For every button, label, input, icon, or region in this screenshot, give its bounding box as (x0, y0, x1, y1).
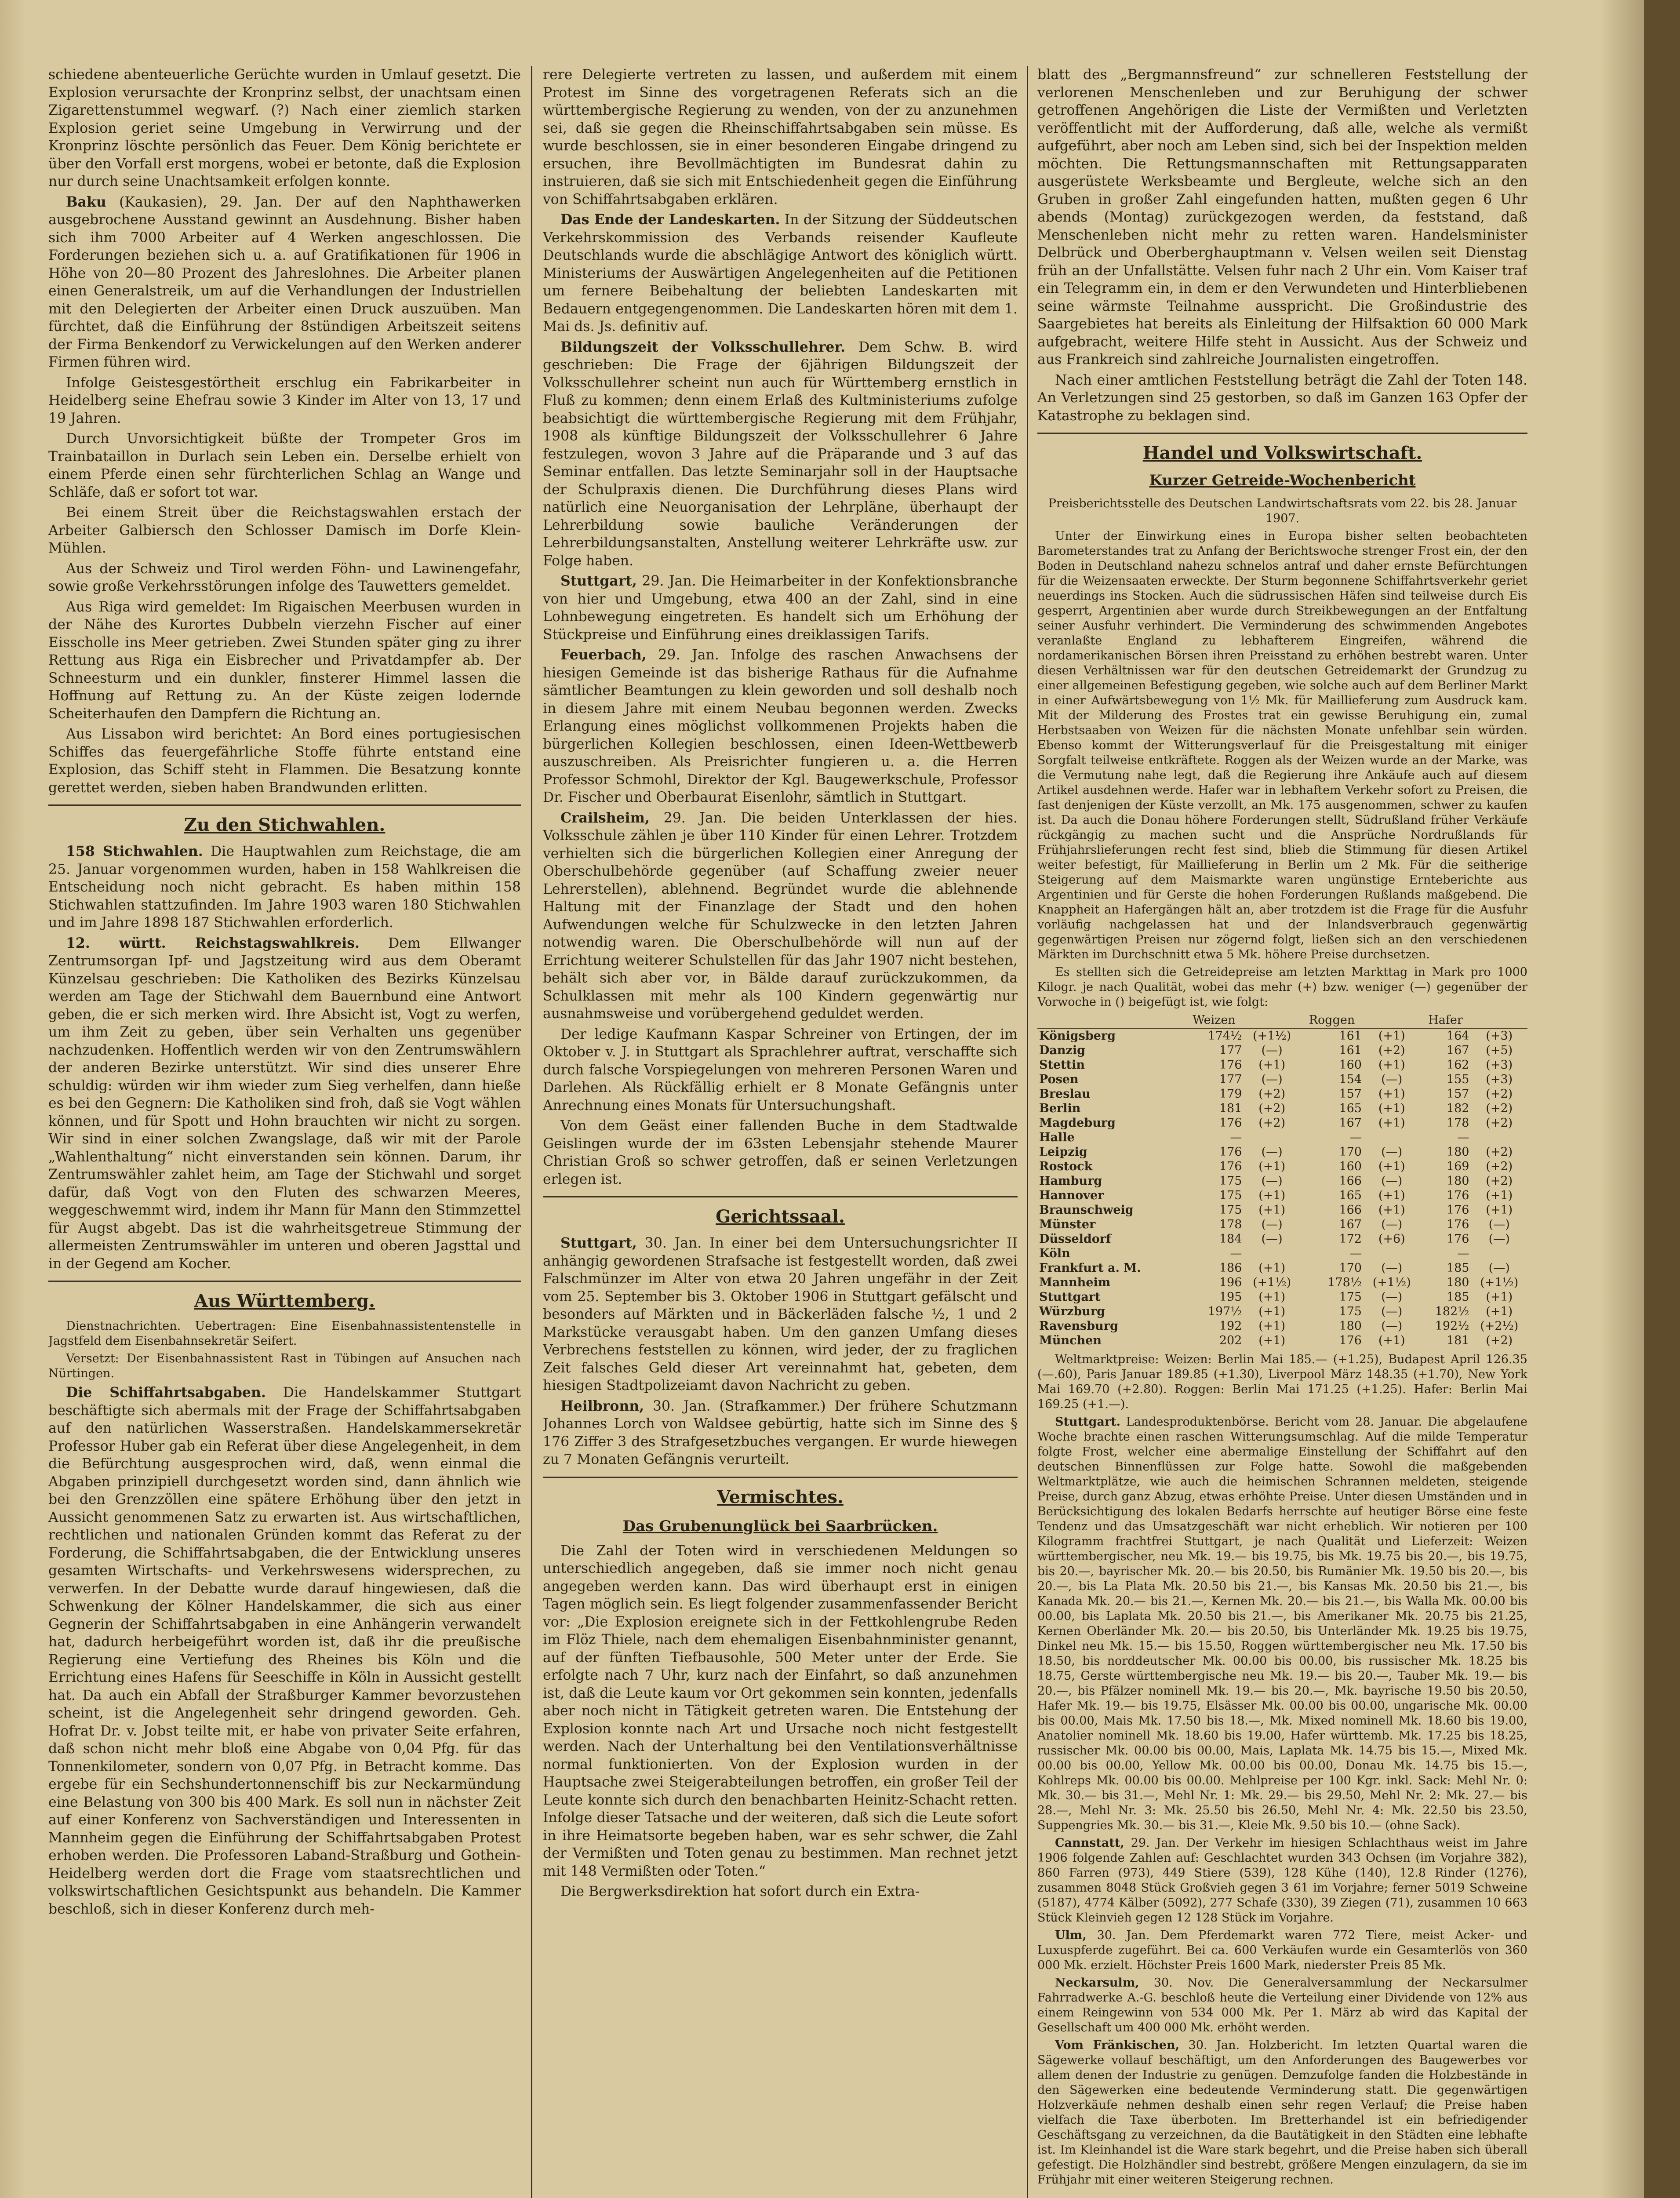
table-cell: (—) (1261, 1073, 1283, 1086)
section-heading-wuerttemberg: Aus Württemberg. (194, 1291, 375, 1311)
column-rule (531, 66, 532, 2198)
article-stabbing: Bei einem Streit über die Reichstagswahlen erstach der Arbeiter Galbiersch den Schlosser Damisch im Dorfe Klein-Mühlen. (48, 505, 521, 556)
table-cell: (+1) (1378, 1102, 1405, 1115)
table-cell: 157 (1446, 1087, 1469, 1101)
table-cell: (+2) (1486, 1334, 1513, 1347)
table-cell: (+1) (1378, 1334, 1405, 1347)
table-cell: (+1½) (1372, 1276, 1411, 1289)
article-heading-grubenunglueck: Das Grubenunglück bei Saarbrücken. (622, 1517, 938, 1535)
table-cell: (+1) (1258, 1160, 1286, 1173)
table-cell: (+1) (1486, 1305, 1513, 1318)
table-row (1037, 1028, 1527, 1043)
table-cell: (—) (1381, 1073, 1403, 1086)
table-cell: 182½ (1435, 1305, 1469, 1318)
article-feuerbach: Feuerbach, 29. Jan. Infolge des raschen Anwachsens der hiesigen Gemeinde ist das bisherige Rathaus für die Aufnahme sämtlicher Beamtungen zu klein geworden und soll deshalb noch in diesem Jahre mit einem Neubau begonnen werden. Zwecks Erlangung eines möglichst vollkommenen Projekts haben die bürgerlichen Kollegien beschlossen, einen Ideen-Wettbewerb auszuschreiben. Als Preisrichter fungieren u. a. die Herren Professor Schmohl, Direktor der Kgl. Baugewerkschule, Professor Dr. Fischer und Oberbaurat Eisenlohr, sämtlich in Stuttgart. (543, 647, 1018, 805)
table-cell-city: Stettin (1039, 1058, 1085, 1072)
table-cell: (+1) (1378, 1029, 1405, 1043)
table-header-cell (1037, 1012, 1185, 1028)
table-cell: (+5) (1486, 1044, 1513, 1057)
book-spine (1644, 0, 1680, 2198)
table-cell: (—) (1261, 1218, 1283, 1231)
table-cell: (—) (1488, 1218, 1510, 1231)
section-divider (543, 1477, 1018, 1478)
table-cell: 175 (1219, 1189, 1242, 1202)
article-falschmuenzer: Stuttgart, 30. Jan. In einer bei dem Untersuchungsrichter II anhängig gewordenen Strafsache ist festgestellt worden, daß zwei Falschmünzer im Alter von etwa 20 Jahren ungefähr in der Zeit vom 25. September bis 3. Oktober 1906 in Stuttgart gefälscht und besonders auf Märkten und in Bäckerläden falsche ½, 1 und 2 Markstücke verausgabt haben. Um den ganzen Umfang dieses Verbrechens feststellen zu können, wird jeder, der zu fraglichen Zeit falsches Geld dieser Art vereinnahmt hat, gebeten, dem hiesigen Stadtpolizeiamt davon Nachricht zu geben. (543, 1235, 1018, 1394)
table-cell: 166 (1339, 1203, 1362, 1217)
table-cell: (—) (1488, 1232, 1510, 1246)
table-cell: 175 (1219, 1174, 1242, 1188)
section-divider (48, 804, 521, 806)
section-heading-gerichtssaal: Gerichtssaal. (716, 1206, 845, 1227)
table-cell: 175 (1339, 1290, 1362, 1304)
table-cell-city: Königsberg (1039, 1029, 1116, 1043)
section-heading-stichwahlen: Zu den Stichwahlen. (184, 815, 385, 835)
table-cell: (+2½) (1480, 1319, 1519, 1333)
table-header-cell (1244, 1012, 1300, 1028)
table-cell-city: Mannheim (1039, 1276, 1111, 1289)
table-cell: — (1230, 1247, 1242, 1260)
table-cell-city: Berlin (1039, 1102, 1081, 1115)
table-cell: (—) (1261, 1174, 1283, 1188)
table-cell (1364, 1246, 1420, 1261)
table-cell: 178½ (1327, 1276, 1362, 1289)
table-cell: 175 (1339, 1305, 1362, 1318)
article-schiffahrtsabgaben-cont: rere Delegierte vertreten zu lassen, und außerdem mit einem Protest im Sinne des vorgetragenen Referats sich an die württembergische Regierung zu wenden, von der zu anzunehmen sei, daß sie gegen die Rheinschiffahrtsabgaben sein müsse. Es wurde beschlossen, sie in einer besonderen Eingabe dringend zu ersuchen, ihre Bevollmächtigten im Bundesrat dahin zu instruieren, daß sie sich mit Entschiedenheit gegen die Einführung von Schiffahrtsabgaben erklären. (543, 67, 1018, 207)
table-cell-city: Düsseldorf (1039, 1232, 1111, 1246)
article-baku: Baku (Kaukasien), 29. Jan. Der auf den Naphthawerken ausgebrochene Ausstand gewinnt an Ausdehnung. Bisher haben sich ihm 7000 Arbeiter auf 4 Werken angeschlossen. Die Forderungen beziehen sich u. a. auf Gratifikationen für 1906 in Höhe von 20—80 Prozent des Jahreslohnes. Die Arbeiter planen einen Generalstreik, um auf die Verhandlungen der Industriellen mit den Delegierten der Arbeiter einen Druck auszuüben. Man fürchtet, daß die Einführung der 8stündigen Arbeitszeit seitens der Firma Benkendorf zu Verwickelungen auf den Werken anderer Firmen führen wird. (48, 193, 521, 370)
table-row (1037, 1043, 1527, 1058)
table-cell: 174½ (1207, 1029, 1242, 1043)
table-cell: 181 (1219, 1102, 1242, 1115)
table-cell-city: Braunschweig (1039, 1203, 1134, 1217)
table-row (1037, 1130, 1527, 1145)
table-cell: (+1½) (1253, 1276, 1291, 1289)
grain-price-table (1037, 1012, 1527, 1348)
table-cell: (+3) (1486, 1058, 1513, 1072)
table-cell: (+2) (1486, 1160, 1513, 1173)
article-grubenunglueck: Die Zahl der Toten wird in verschiedenen Meldungen so unterschiedlich angegeben, daß sie immer noch nicht genau angegeben werden kann. Das wird überhaupt erst in einigen Tagen möglich sein. Es liegt folgender zusammenfassender Bericht vor: „Die Explosion ereignete sich in der Fettkohlengrube Reden im Flöz Thiele, nach dem ehemaligen Eisenbahnminister genannt, auf der fünften Tiefbausohle, 500 Meter unter der Erde. Sie erfolgte nach 7 Uhr, kurz nach der Einfahrt, so daß anzunehmen ist, daß die Leute kaum vor Ort gekommen sein konnten, jedenfalls aber noch nicht in Tätigkeit getreten waren. Die Entstehung der Explosion konnte nach Art und Ursache noch nicht festgestellt werden. Nach der Unterhaltung bei den Ventilationsverhältnisse normal funktionierten. Von der Explosion wurden in der Hauptsache zwei Steigerabteilungen betroffen, ein großer Teil der Leute konnte sich durch den benachbarten Heinitz-Schacht retten. Infolge dieser Tatsache und der weiteren, daß sich die Leute sofort in ihre Heimatsorte begeben haben, war es sehr schwer, die Zahl der Vermißten und Toten genau zu bestimmen. Man rechnet jetzt mit 148 Vermißten oder Toten.“ (543, 1543, 1018, 1879)
article-ulm: Ulm, 30. Jan. Dem Pferdemarkt waren 772 Tiere, meist Acker- und Luxuspferde zugeführt. Bei ca. 600 Verkäufen wurde ein Gesamterlös von 360 000 Mk. erzielt. Höchster Preis 1600 Mark, niederster Preis 85 Mk. (1037, 1929, 1527, 1972)
table-row (1037, 1058, 1527, 1072)
table-cell: 176 (1219, 1058, 1242, 1072)
table-cell: 161 (1339, 1029, 1362, 1043)
table-cell-city: München (1039, 1334, 1102, 1347)
table-cell: 177 (1219, 1044, 1242, 1057)
table-cell: (—) (1381, 1145, 1403, 1159)
table-cell: 155 (1446, 1073, 1469, 1086)
table-cell: 178 (1446, 1116, 1469, 1130)
table-cell: (+2) (1258, 1087, 1286, 1101)
table-cell: (+1) (1258, 1319, 1286, 1333)
column-rule (1027, 66, 1028, 2198)
table-cell: (+2) (1486, 1145, 1513, 1159)
table-cell-city: Münster (1039, 1218, 1096, 1231)
article-durlach: Durch Unvorsichtigkeit büßte der Trompeter Gros im Trainbataillon in Durlach sein Leben ein. Derselbe erhielt von einem Pferde einen sehr fürchterlichen Schlag an Wange und Schläfe, daß er sofort tot war. (48, 431, 521, 500)
article-foehn: Aus der Schweiz und Tirol werden Föhn- und Lawinengefahr, sowie große Verkehrsstörungen infolge des Tauwetters gemeldet. (48, 560, 521, 594)
table-cell: — (1457, 1247, 1469, 1260)
table-cell (1244, 1130, 1300, 1145)
table-cell: 192½ (1435, 1319, 1469, 1333)
table-cell: 161 (1339, 1044, 1362, 1057)
table-cell: 169 (1446, 1160, 1469, 1173)
table-cell: (+1) (1378, 1203, 1405, 1217)
article-heading-getreide: Kurzer Getreide-Wochenbericht (1149, 472, 1416, 489)
article-bildungszeit: Bildungszeit der Volksschullehrer. Dem Schw. B. wird geschrieben: Die Frage der 6jährigen Bildungszeit der Volksschullehrer scheint nun auch für Württemberg ernstlich in Fluß zu kommen; denn einem Erlaß des Kultministeriums zufolge beabsichtigt die württembergische Regierung mit dem Frühjahr, 1908 als künftige Bildungszeit der Volksschullehrer 6 Jahre festzulegen, wovon 3 Jahre auf die Präparande und 3 auf das Seminar entfallen. Das letzte Seminarjahr soll in der Hauptsache der Schulpraxis dienen. Die Durchführung dieses Plans wird natürlich eine Neuorganisation der Lehrpläne, überhaupt der Lehrerbildung sowie bauliche Veränderungen der Lehrerbildungsanstalten, Anstellung weiterer Lehrkräfte usw. zur Folge haben. (543, 338, 1018, 569)
article-riga: Aus Riga wird gemeldet: Im Rigaischen Meerbusen wurden in der Nähe des Kurortes Dubbeln vierzehn Fischer auf einer Eisscholle ins Meer getrieben. Zwei Stunden später ging zu ihrer Rettung aus Riga ein Eisbrecher und Privatdampfer ab. Der Schneesturm und ein dunkler, finsterer Himmel lassen die Hoffnung auf Rettung zu. An der Küste zeigen lodernde Scheiterhaufen den Dampfern die Richtung an. (48, 599, 521, 722)
table-row (1037, 1188, 1527, 1203)
table-cell: (+2) (1486, 1087, 1513, 1101)
table-cell: 172 (1339, 1232, 1362, 1246)
table-cell: (+1½) (1480, 1276, 1519, 1289)
table-cell-city: Ravensburg (1039, 1319, 1118, 1333)
section-divider (1037, 433, 1527, 434)
article-subheading-getreide: Preisberichtsstelle des Deutschen Landwirtschaftsrats vom 22. bis 28. Januar 1907. (1048, 497, 1517, 525)
table-cell-city: Hamburg (1039, 1174, 1102, 1188)
table-row (1037, 1261, 1527, 1275)
table-cell-city: Posen (1039, 1073, 1079, 1086)
table-cell: (—) (1381, 1218, 1403, 1231)
article-grubenunglueck-end: blatt des „Bergmannsfreund“ zur schnelleren Feststellung der verlorenen Menschenleben und zur Beruhigung der schwer getroffenen Angehörigen die Liste der Vermißten und Verletzten veröffentlicht mit der Aufforderung, daß alle, welche als vermißt aufgeführt, aber noch am Leben sind, sich bei der Inspektion melden möchten. Die Rettungsmannschaften mit Rettungsapparaten ausgerüstete Werksbeamte und Bergleute, welche sich an den Gruben in großer Zahl eingefunden hatten, mußten gegen 6 Uhr abends (Montag) zurückgezogen werden, da feststand, daß Menschenleben nicht mehr zu retten waren. Handelsminister Delbrück und Oberberghauptmann v. Velsen weilen seit Dienstag früh an der Unfallstätte. Velsen fuhr nach 2 Uhr ein. Vom Kaiser traf ein Telegramm ein, in dem er den Verwundeten und Hinterbliebenen seine wärmste Teilnahme ausspricht. Die Großindustrie des Saargebietes hat bereits als Einleitung der Hilfsaktion 60 000 Mark aufgebracht, weitere Hilfe steht in Aussicht. Aus der Schweiz und aus Frankreich sind zahlreiche Journalisten eingetroffen. (1037, 67, 1527, 368)
article-landeskarten: Das Ende der Landeskarten. In der Sitzung der Süddeutschen Verkehrskommission des Verbands reisender Kaufleute Deutschlands wurde die abschlägige Antwort des königlich württ. Ministeriums der Auswärtigen Angelegenheiten auf die Petitionen um fernere Beibehaltung der beliebten Landeskarten mit Bedauern entgegengenommen. Die Landeskarten hören mit dem 1. Mai ds. Js. definitiv auf. (543, 211, 1018, 335)
table-row (1037, 1072, 1527, 1087)
table-cell: 167 (1446, 1044, 1469, 1057)
table-cell: 197½ (1207, 1305, 1242, 1318)
table-cell-city: Leipzig (1039, 1145, 1087, 1159)
table-cell: 178 (1219, 1218, 1242, 1231)
table-cell: 162 (1446, 1058, 1469, 1072)
article-12-wahlkreis: 12. württ. Reichstagswahlkreis. Dem Ellwanger Zentrumsorgan Ipf- und Jagstzeitung wird aus dem Oberamt Künzelsau geschrieben: Die Katholiken des Bezirks Künzelsau werden am Tage der Stichwahl dem Bauernbund eine Antwort geben, die er sich merken wird. Ihre Absicht ist, Vogt zu werfen, um ihm Zeit zu geben, über sein Verhalten uns gegenüber nachzudenken. Hoffentlich werden wir von den Zentrumswählern der anderen Bezirke unterstützt. Wir sind dies unserer Ehre schuldig: würden wir ihm wieder zum Sieg verhelfen, dann hieße es bei den Gegnern: Die Katholiken sind froh, daß sie Vogt wählen können, und für Spott und Hohn brauchten wir nicht zu sorgen. Wir sind in einer solchen Zwangslage, daß wir mit der Parole „Wahlenthaltung“ nicht einverstanden sein können. Darum, ihr Zentrumswähler zahlet heim, am Tage der Stichwahl und sorget dafür, daß Vogt von den Fluten des schwarzen Meeres, weggeschwemmt wird, indem ihr Mann für Mann den Stimmzettel für Augst abgebt. Das ist die wahrheitsgetreue Stimmung der allermeisten Zentrumswähler im unteren und oberen Jagsttal und in der Gegend am Kocher. (48, 935, 521, 1272)
table-cell: 180 (1446, 1276, 1469, 1289)
table-cell: 185 (1446, 1290, 1469, 1304)
table-cell: 176 (1446, 1232, 1469, 1246)
table-cell: 196 (1219, 1276, 1242, 1289)
table-cell: (+2) (1258, 1116, 1286, 1130)
table-row (1037, 1116, 1527, 1130)
article-toten-zahl: Nach einer amtlichen Feststellung beträgt die Zahl der Toten 148. An Verletzungen sind 25 gestorben, so daß im Ganzen 163 Opfer der Katastrophe zu beklagen sind. (1037, 372, 1527, 424)
article-geislingen: Von dem Geäst einer fallenden Buche in dem Stadtwalde Geislingen wurde der im 63sten Lebensjahr stehende Maurer Christian Groß so schwer getroffen, daß er seinen Verletzungen erlegen ist. (543, 1118, 1018, 1187)
table-header-cell: Hafer (1420, 1012, 1471, 1028)
table-cell: (+1) (1378, 1116, 1405, 1130)
table-cell: (—) (1261, 1145, 1283, 1159)
article-heilbronn: Heilbronn, 30. Jan. (Strafkammer.) Der frühere Schutzmann Johannes Lorch von Waldsee gebürtig, hatte sich im Sinne des § 176 Ziffer 3 des Strafgesetzbuches vergangen. Er wurde hiewegen zu 7 Monaten Gefängnis verurteilt. (543, 1397, 1018, 1467)
table-cell: (+2) (1378, 1044, 1405, 1057)
table-cell: 167 (1339, 1218, 1362, 1231)
table-row (1037, 1159, 1527, 1174)
table-header-cell (1364, 1012, 1420, 1028)
table-cell: — (1457, 1131, 1469, 1144)
table-cell: 180 (1446, 1145, 1469, 1159)
table-cell: (+2) (1258, 1102, 1286, 1115)
table-cell: 202 (1219, 1334, 1242, 1347)
table-cell: (—) (1488, 1261, 1510, 1275)
article-kronprinz-explosion: schiedene abenteuerliche Gerüchte wurden in Umlauf gesetzt. Die Explosion verursachte der Kronprinz selbst, der unachtsam einen Zigarettenstummel wegwarf. (?) Nach einer ziemlich starken Explosion geriet seine Umgebung in Verwirrung und der Kronprinz löschte persönlich das Feuer. Dem König berichtete er über den Vorfall erst morgens, wobei er betonte, daß die Explosion nur durch seine Unachtsamkeit erfolgen konnte. (48, 67, 521, 189)
table-row (1037, 1246, 1527, 1261)
table-cell: 186 (1219, 1261, 1242, 1275)
table-cell: 176 (1446, 1218, 1469, 1231)
table-cell: (—) (1261, 1044, 1283, 1057)
table-cell: 170 (1339, 1261, 1362, 1275)
table-cell: 180 (1446, 1174, 1469, 1188)
table-cell: (+2) (1486, 1174, 1513, 1188)
table-cell (1471, 1246, 1527, 1261)
table-cell: (+3) (1486, 1029, 1513, 1043)
table-cell: (+1) (1378, 1189, 1405, 1202)
article-landesproduktenboerse: Stuttgart. Landesproduktenbörse. Bericht vom 28. Januar. Die abgelaufene Woche brachte einen raschen Witterungsumschlag. Auf die milde Temperatur folgte Frost, welcher eine abermalige Einstellung der Schiffahrt auf den deutschen Binnenflüssen zur Folge hatte. Sowohl die maßgebenden Weltmarktplätze, wie auch die heimischen Schrannen meldeten, steigende Preise, durch ganz Abzug, etwas erhöhte Preise. Unter diesen Umständen und in Berücksichtigung des lokalen Bedarfs herrschte auf heutiger Börse eine feste Tendenz und das Umsatzgeschäft war nicht erheblich. Wir notieren per 100 Kilogramm frachtfrei Stuttgart, je nach Qualität und Lieferzeit: Weizen württembergischer, neu Mk. 19.— bis 19.75, bis Mk. 19.75 bis 20.—, bis 19.75, bis 20.—, bayrischer Mk. 20.— bis 20.50, bis Rumänier Mk. 19.50 bis 20.—, bis 20.—, bis La Plata Mk. 20.50 bis 21.—, bis Kansas Mk. 20.50 bis 21.—, bis Kanada Mk. 20.— bis 21.—, Kernen Mk. 20.— bis 21.—, bis Walla Mk. 00.00 bis 00.00, bis Laplata Mk. 20.50 bis 21.—, bis Amerikaner Mk. 20.75 bis 21.25, Kernen Oberländer Mk. 20.— bis 20.50, bis Unterländer Mk. 19.25 bis 19.75, Dinkel neu Mk. 15.— bis 15.50, Roggen württembergischer neu Mk. 17.50 bis 18.50, bis norddeutscher Mk. 00.00 bis 00.00, bis russischer Mk. 18.25 bis 18.75, Gerste württembergische neu Mk. 19.— bis 20.—, Tauber Mk. 19.— bis 20.—, bis Pfälzer nominell Mk. 19.— bis 20.—, Mk. bayrische 19.50 bis 20.50, Hafer Mk. 19.— bis 19.75, Elsässer Mk. 00.00 bis 00.00, ungarische Mk. 00.00 bis 00.00, Mais Mk. 17.50 bis 18.—, Mk. Mixed nominell Mk. 18.60 bis 19.00, Anatolier nominell Mk. 18.60 bis 19.00, Hafer württemb. Mk. 17.25 bis 18.25, russischer Mk. 00.00 bis 00.00, Mais, Laplata Mk. 14.75 bis 15.—, Mixed Mk. 00.00 bis 00.00, Yellow Mk. 00.00 bis 00.00, Donau Mk. 14.75 bis 15.—, Kohlreps Mk. 00.00 bis 00.00. Mehlpreise per 100 Kgr. inkl. Sack: Mehl Nr. 0: Mk. 30.— bis 31.—, Mehl Nr. 1: Mk. 29.— bis 29.50, Mehl Nr. 2: Mk. 27.— bis 28.—, Mehl Nr. 3: Mk. 25.50 bis 26.50, Mehl Nr. 4: Mk. 22.50 bis 23.50, Suppengries Mk. 30.— bis 31.—, Kleie Mk. 9.50 bis 10.— (ohne Sack). (1037, 1415, 1527, 1832)
table-cell: — (1350, 1131, 1362, 1144)
table-cell: (+1) (1258, 1305, 1286, 1318)
section-heading-vermischtes: Vermischtes. (717, 1486, 844, 1507)
table-cell: (+1) (1486, 1290, 1513, 1304)
article-dienstnachrichten: Dienstnachrichten. Uebertragen: Eine Eisenbahnassistentenstelle in Jagstfeld dem Eisenbahnsekretär Seifert. (48, 1319, 521, 1348)
table-cell: (—) (1381, 1290, 1403, 1304)
table-cell: (+1) (1258, 1058, 1286, 1072)
table-cell: 185 (1446, 1261, 1469, 1275)
table-cell: 180 (1339, 1319, 1362, 1333)
table-row (1037, 1232, 1527, 1246)
table-cell: (+1½) (1253, 1029, 1291, 1043)
column-1 (48, 66, 521, 2198)
table-cell: (+1) (1258, 1261, 1286, 1275)
table-row (1037, 1217, 1527, 1232)
table-row (1037, 1290, 1527, 1304)
table-cell: (+1) (1378, 1160, 1405, 1173)
table-cell-city: Würzburg (1039, 1305, 1105, 1318)
table-cell: 184 (1219, 1232, 1242, 1246)
article-getreide-bericht: Unter der Einwirkung eines in Europa bisher selten beobachteten Barometerstandes trat zu Anfang der Berichtswoche strenger Frost ein, der den Boden in Deutschland nahezu schnelos antraf und daher ernste Befürchtungen für die Weizensaaten erweckte. Der Sturm begonnene Schiffahrtsverkehr geriet neuerdings ins Stocken. Auch die südrussischen Häfen sind teilweise durch Eis gesperrt, Argentinien aber wurde durch Streikbewegungen an der Entfaltung seiner Ausfuhr verhindert. Die Verminderung des schwimmenden Angebotes veranlaßte England zu lebhafterem Eingreifen, während die nordamerikanischen Börsen ihren Preisstand zu erhöhen bestrebt waren. Unter diesen Verhältnissen war für den deutschen Getreidemarkt der Grundzug zu einer allgemeinen Befestigung gegeben, wie solche auch auf dem Berliner Markt in einer Aufwärtsbewegung von 1½ Mk. für Maillieferung zum Ausdruck kam. Mit der Milderung des Frostes trat ein gewisse Beruhigung ein, zumal Herbstsaaben von Weizen für die nächsten Monate unfehlbar sein würden. Ebenso kommt der Witterungsverlauf für die Preisgestaltung mit einiger Sorgfalt teilweise entkräftete. Roggen als der Weizen wurde an der Marke, was die Vermutung nahe legt, daß die Regierung ihre Ankäufe auch auf diesem Artikel ausdehnen werde. Hafer war in lebhaftem Verkehr sofort zu Preisen, die fast denjenigen der Küste verzollt, an Mk. 175 ausgenommen, schwer zu kaufen ist. Da auch die Donau höhere Forderungen stellt, Südrußland früher Verkäufe rückgängig zu machen sucht und die Ansprüche Nordrußlands für Frühjahrslieferungen recht fest sind, blieb die Stimmung für diesen Artikel weiter befestigt, für Maillieferung in Berlin um 2 Mk. Für die seitherige Steigerung auf dem Maismarkte waren ungünstige Ernteberichte aus Argentinien und für Gerste die hohen Forderungen Rußlands maßgebend. Die Knappheit an Hafergängen hält an, aber trotzdem ist die Frage für die Ausfuhr vorläufig nachgelassen hat und der Inlandsverbrauch gegenwärtig gegenwärtigen Preisen nur zögernd folgt, ließen sich an den verschiedenen Märkten im Durchschnitt etwa 5 Mk. höhere Preise durchsetzen. (1037, 529, 1527, 961)
dateline: Baku (66, 193, 106, 210)
article-neckarsulm: Neckarsulm, 30. Nov. Die Generalversammlung der Neckarsulmer Fahrradwerke A.-G. beschloß heute die Verteilung einer Dividende von 12% aus einem Reingewinn von 534 000 Mk. Per 1. März ab wird das Kapital der Gesellschaft um 400 000 Mk. erhöht werden. (1037, 1976, 1527, 2034)
table-cell: (—) (1261, 1232, 1283, 1246)
table-cell: 164 (1446, 1029, 1469, 1043)
table-cell: (+1) (1378, 1087, 1405, 1101)
table-cell: 165 (1339, 1189, 1362, 1202)
table-cell: — (1230, 1131, 1242, 1144)
table-cell-city: Frankfurt a. M. (1039, 1261, 1141, 1275)
table-header-cell: Roggen (1300, 1012, 1364, 1028)
table-cell: 160 (1339, 1058, 1362, 1072)
article-schiffahrtsabgaben: Die Schiffahrtsabgaben. Die Handelskammer Stuttgart beschäftigte sich abermals mit der Frage der Schiffahrtsabgaben auf den natürlichen Wasserstraßen. Handelskammersekretär Professor Huber gab ein Referat über diese Angelegenheit, in dem die Befürchtung ausgesprochen wird, daß, wenn einmal die Abgaben prinzipiell durchgesetzt worden sind, dann ähnlich wie bei den Grenzzöllen eine spätere Erhöhung über den jetzt in Aussicht genommenen Satz zu erwarten ist. Aus wirtschaftlichen, rechtlichen und nationalen Gründen kommt das Referat zu der Forderung, die Schiffahrtsabgaben, die der Entwicklung unseres gesamten Wirtschafts- und Verkehrswesens widersprechen, zu verwerfen. In der Debatte wurde darauf hingewiesen, daß die Schwenkung der Kölner Handelskammer, die sich aus einer Gegnerin der Schiffahrtsabgaben in eine Anhängerin verwandelt hat, dadurch herbeigeführt worden ist, daß ihr die preußische Regierung eine Vertiefung des Rheines bis Köln und die Errichtung eines Hafens für Seeschiffe in Köln in Aussicht gestellt hat. Da auch ein Abfall der Straßburger Kammer bevorzustehen scheint, ist die Angelegenheit sehr dringend geworden. Geh. Hofrat Dr. v. Jobst teilte mit, er habe von privater Seite erfahren, daß schon nicht mehr bloß eine Abgabe von 0,04 Pfg. für das Tonnenkilometer, sondern von 0,07 Pfg. in Betracht komme. Das ergebe für ein Sechshundertonnenschiff bis zur Neckarmündung eine Belastung von 300 bis 400 Mark. Es soll nun in nächster Zeit auf einer Konferenz von Sachverständigen und Interessenten in Mannheim gegen die Einführung der Schiffahrtsabgaben Protest erhoben werden. Die Professoren Laband-Straßburg und Gothein-Heidelberg werden dort die Frage vom staatsrechtlichen und volkswirtschaftlichen Gesichtspunkt aus behandeln. Die Kammer beschloß, sich in dieser Konferenz durch meh- (48, 1384, 521, 1917)
table-cell-city: Breslau (1039, 1087, 1091, 1101)
table-cell: 179 (1219, 1087, 1242, 1101)
section-heading-handel: Handel und Volkswirtschaft. (1142, 443, 1422, 463)
table-cell-city: Magdeburg (1039, 1116, 1116, 1130)
article-heidelberg: Infolge Geistesgestörtheit erschlug ein Fabrikarbeiter in Heidelberg seine Ehefrau sowie 3 Kinder im Alter von 13, 17 und 19 Jahren. (48, 375, 521, 426)
table-cell: (+1) (1486, 1203, 1513, 1217)
table-cell: 170 (1339, 1145, 1362, 1159)
table-cell: 182 (1446, 1102, 1469, 1115)
table-cell-city: Hannover (1039, 1189, 1104, 1202)
article-cannstatt: Cannstatt, 29. Jan. Der Verkehr im hiesigen Schlachthaus weist im Jahre 1906 folgende Zahlen auf: Geschlachtet wurden 343 Ochsen (im Vorjahre 382), 860 Farren (973), 449 Stiere (539), 128 Kühe (140), 12.8 Rinder (1276), zusammen 8048 Stück Großvieh gegen 3 61 im Vorjahre; ferner 5019 Schweine (5187), 4774 Kälber (5092), 277 Schafe (330), 39 Ziegen (71), zusammen 10 663 Stück Kleinvieh gegen 12 128 Stück im Vorjahre. (1037, 1836, 1527, 1925)
table-cell: 176 (1219, 1160, 1242, 1173)
column-2 (543, 66, 1018, 2198)
table-header-cell (1471, 1012, 1527, 1028)
table-cell-city: Köln (1039, 1247, 1070, 1260)
table-cell: 154 (1339, 1073, 1362, 1086)
table-cell-city: Danzig (1039, 1044, 1086, 1057)
table-cell (1471, 1130, 1527, 1145)
table-cell: (+2) (1486, 1116, 1513, 1130)
article-versetzt: Versetzt: Der Eisenbahnassistent Rast in Tübingen auf Ansuchen nach Nürtingen. (48, 1352, 521, 1380)
table-cell: 165 (1339, 1102, 1362, 1115)
article-holzbericht: Vom Fränkischen, 30. Jan. Holzbericht. Im letzten Quartal waren die Sägewerke vollauf beschäftigt, um den Anforderungen des Baugewerbes vor allem denen der Industrie zu genügen. Demzufolge fanden die Holzbestände in den Sägewerken eine bedeutende Verminderung statt. Die gegenwärtigen Holzverkäufe nehmen deshalb einen sehr regen Verlauf; die Preise haben vielfach die Taxe überboten. Im Bretterhandel ist ein befriedigender Geschäftsgang zu verzeichnen, da die Bautätigkeit in den Städten eine lebhafte ist. Im Kleinhandel ist die Ware stark begehrt, und die Preise haben sich überall gefestigt. Die Holzhändler sind bestrebt, größere Mengen einzulagern, da sie im Frühjahr mit einer weiteren Steigerung rechnen. (1037, 2038, 1527, 2187)
table-cell: (+1) (1486, 1189, 1513, 1202)
table-row (1037, 1145, 1527, 1159)
table-cell: 176 (1219, 1145, 1242, 1159)
article-158-stichwahlen: 158 Stichwahlen. Die Hauptwahlen zum Reichstage, die am 25. Januar vorgenommen wurden, haben in 158 Wahlkreisen die Entscheidung noch nicht gebracht. Es haben mithin 158 Stichwahlen stattzufinden. Im Jahre 1903 waren 180 Stichwahlen und im Jahre 1898 187 Stichwahlen erforderlich. (48, 843, 521, 931)
table-cell: (+3) (1486, 1073, 1513, 1086)
table-header-cell: Weizen (1185, 1012, 1244, 1028)
article-grubenunglueck-cont: Die Bergwerksdirektion hat sofort durch ein Extra- (560, 1884, 920, 1900)
article-crailsheim: Crailsheim, 29. Jan. Die beiden Unterklassen der hies. Volksschule zählen je über 110 Kinder für einen Lehrer. Trotzdem verhielten sich die bürgerlichen Kollegien einer Anregung der Oberschulbehörde gegenüber (auf Schaffung zweier neuer Lehrerstellen), ablehnend. Begründet wurde die ablehnende Haltung mit der Finanzlage der Stadt und den hohen Aufwendungen welche für Schulzwecke in den letzten Jahren notwendig waren. Die Oberschulbehörde will nun auf der Errichtung weiterer Schulstellen für das Jahr 1907 nicht bestehen, behält sich aber vor, in Bälde darauf zurückzukommen, da Schulklassen mit mehr als 100 Kindern gegenwärtig nur ausnahmsweise und vorübergehend geduldet werden. (543, 809, 1018, 1022)
table-cell: 176 (1339, 1334, 1362, 1347)
table-cell: 157 (1339, 1087, 1362, 1101)
table-cell: 177 (1219, 1073, 1242, 1086)
table-cell: (—) (1381, 1261, 1403, 1275)
table-cell: 176 (1446, 1189, 1469, 1202)
table-cell (1244, 1246, 1300, 1261)
table-cell-city: Stuttgart (1039, 1290, 1101, 1304)
table-cell: 167 (1339, 1116, 1362, 1130)
table-cell-city: Halle (1039, 1131, 1075, 1144)
table-cell: 192 (1219, 1319, 1242, 1333)
table-cell: 176 (1446, 1203, 1469, 1217)
section-divider (543, 1196, 1018, 1197)
table-cell: (—) (1381, 1305, 1403, 1318)
table-row (1037, 1319, 1527, 1333)
article-weltmarktpreise: Weltmarktpreise: Weizen: Berlin Mai 185.— (+1.25), Budapest April 126.35 (—.60), Paris Januar 189.85 (+1.30), Liverpool März 148.35 (+1.70), New York Mai 169.70 (+2.80). Roggen: Berlin Mai 171.25 (+1.25). Hafer: Berlin Mai 169.25 (+1.—). (1037, 1353, 1527, 1411)
column-3 (1037, 66, 1527, 2198)
section-divider (48, 1281, 521, 1282)
table-cell: 160 (1339, 1160, 1362, 1173)
table-cell: — (1350, 1247, 1362, 1260)
article-lissabon: Aus Lissabon wird berichtet: An Bord eines portugiesischen Schiffes das feuergefährliche Stoffe führte entstand eine Explosion, das Schiff steht in Flammen. Die Besatzung konnte gerettet werden, sieben haben Brandwunden erlitten. (48, 726, 521, 796)
article-schreiner: Der ledige Kaufmann Kaspar Schreiner von Ertingen, der im Oktober v. J. in Stuttgart als Sprachlehrer auftrat, verschaffte sich durch falsche Vorspiegelungen von mehreren Personen Waren und Darlehen. Als Rückfällig erhielt er 8 Monate Gefängnis unter Anrechnung eines Monats für Untersuchungshaft. (543, 1026, 1018, 1114)
table-cell-city: Rostock (1039, 1160, 1093, 1173)
table-cell: (+2) (1486, 1102, 1513, 1115)
article-getreide-preise-intro: Es stellten sich die Getreidepreise am letzten Markttag in Mark pro 1000 Kilogr. je nach Qualität, wobei das mehr (+) bzw. weniger (—) gegenüber der Vorwoche in () beigefügt ist, wie folgt: (1037, 965, 1527, 1009)
table-cell: 176 (1219, 1116, 1242, 1130)
table-cell: 195 (1219, 1290, 1242, 1304)
table-row (1037, 1101, 1527, 1116)
article-stuttgart-heimarbeiter: Stuttgart, 29. Jan. Die Heimarbeiter in der Konfektionsbranche von hier und Umgebung, etwa 400 an der Zahl, sind in eine Lohnbewegung eingetreten. Es handelt sich um Erhöhung der Stückpreise und Einführung eines dreiklassigen Tarifs. (543, 573, 1018, 643)
table-row (1037, 1275, 1527, 1290)
table-cell: 175 (1219, 1203, 1242, 1217)
table-cell: (+1) (1258, 1290, 1286, 1304)
table-cell: (+1) (1378, 1058, 1405, 1072)
table-row (1037, 1333, 1527, 1348)
table-cell (1364, 1130, 1420, 1145)
table-cell: (+6) (1378, 1232, 1405, 1246)
table-cell: (+1) (1258, 1334, 1286, 1347)
table-row (1037, 1304, 1527, 1319)
table-row (1037, 1203, 1527, 1217)
table-cell: (+1) (1258, 1189, 1286, 1202)
table-row (1037, 1174, 1527, 1188)
table-row (1037, 1087, 1527, 1101)
table-cell: 181 (1446, 1334, 1469, 1347)
table-cell: (—) (1381, 1319, 1403, 1333)
table-cell: (—) (1381, 1174, 1403, 1188)
table-cell: 166 (1339, 1174, 1362, 1188)
table-cell: (+1) (1258, 1203, 1286, 1217)
table-header (1037, 1012, 1527, 1028)
